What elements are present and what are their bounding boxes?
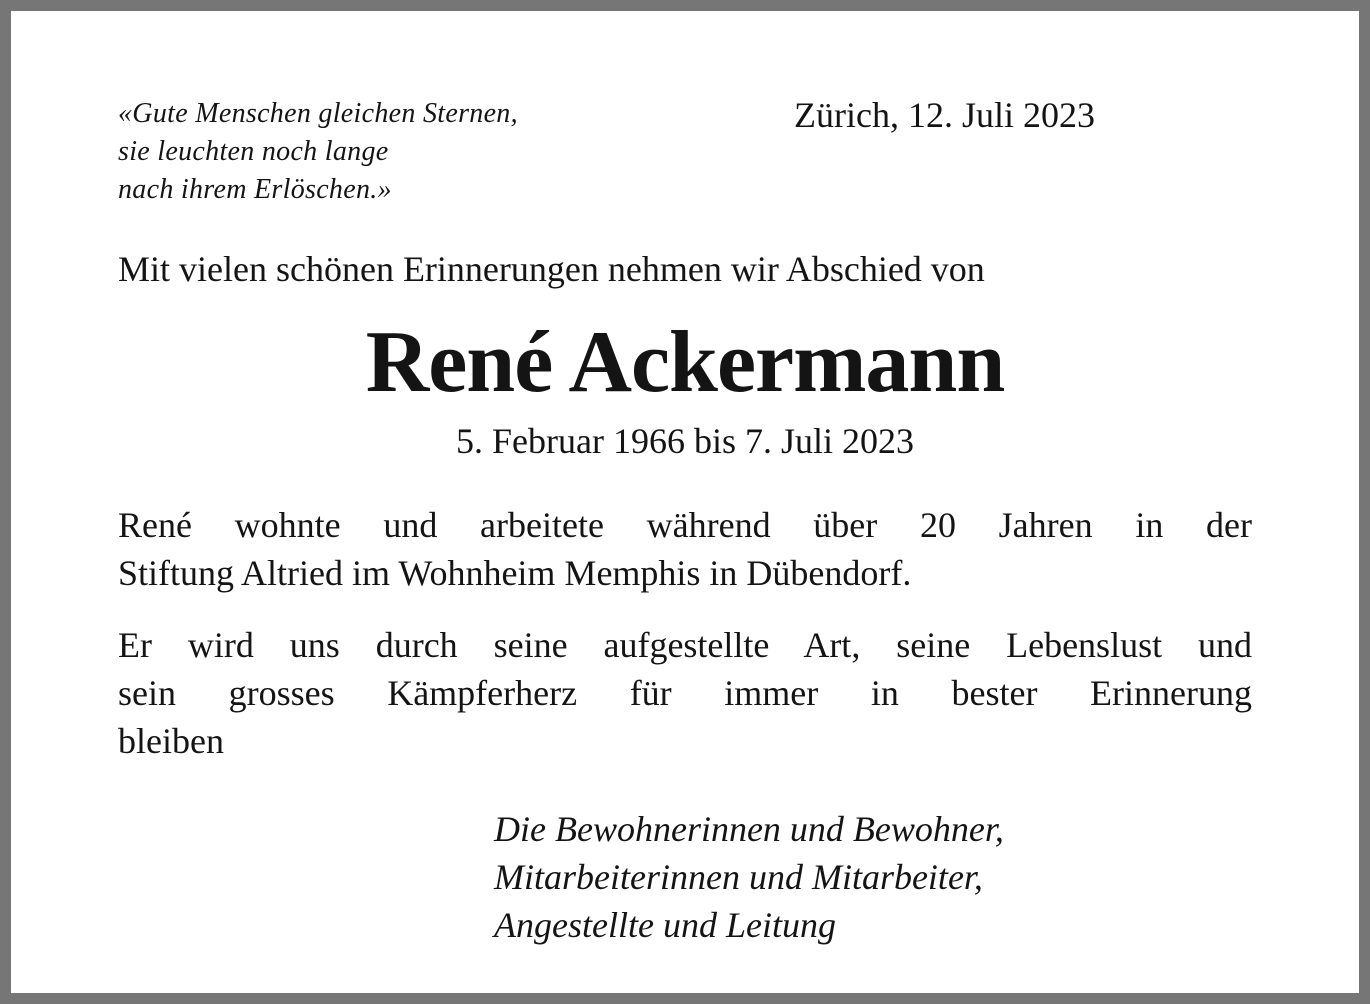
intro-line: Mit vielen schönen Erinnerungen nehmen wir Abschied von [118, 249, 985, 289]
life-dates: 5. Februar 1966 bis 7. Juli 2023 [456, 421, 914, 461]
quote-line: sie leuchten noch lange [118, 136, 389, 167]
obituary-content [11, 11, 1359, 993]
paragraph-line: Stiftung Altried im Wohnheim Memphis in Dübendorf. [118, 553, 912, 593]
paragraph-line: Er wird uns durch seine aufgestellte Art, seine Lebenslust und [118, 625, 1252, 665]
signature-line: Angestellte und Leitung [494, 905, 836, 945]
deceased-name: René Ackermann [365, 314, 1005, 411]
paragraph-line: bleiben [118, 721, 224, 761]
quote-line: «Gute Menschen gleichen Sternen, [118, 98, 518, 129]
opening-quote [118, 95, 518, 209]
paragraph-line: René wohnte und arbeitete während über 20 Jahren in der [118, 505, 1252, 545]
signature-line: Die Bewohnerinnen und Bewohner, [494, 809, 1004, 849]
paragraph-memory [118, 621, 1252, 765]
paragraph-residence [118, 501, 1252, 597]
paragraph-line: sein grosses Kämpferherz für immer in bester Erinnerung [118, 673, 1252, 713]
quote-line: nach ihrem Erlöschen.» [118, 174, 392, 205]
signature-block [494, 805, 1252, 949]
place-dateline: Zürich, 12. Juli 2023 [794, 95, 1095, 135]
header-row [118, 95, 1252, 209]
signature-line: Mitarbeiterinnen und Mitarbeiter, [494, 857, 983, 897]
